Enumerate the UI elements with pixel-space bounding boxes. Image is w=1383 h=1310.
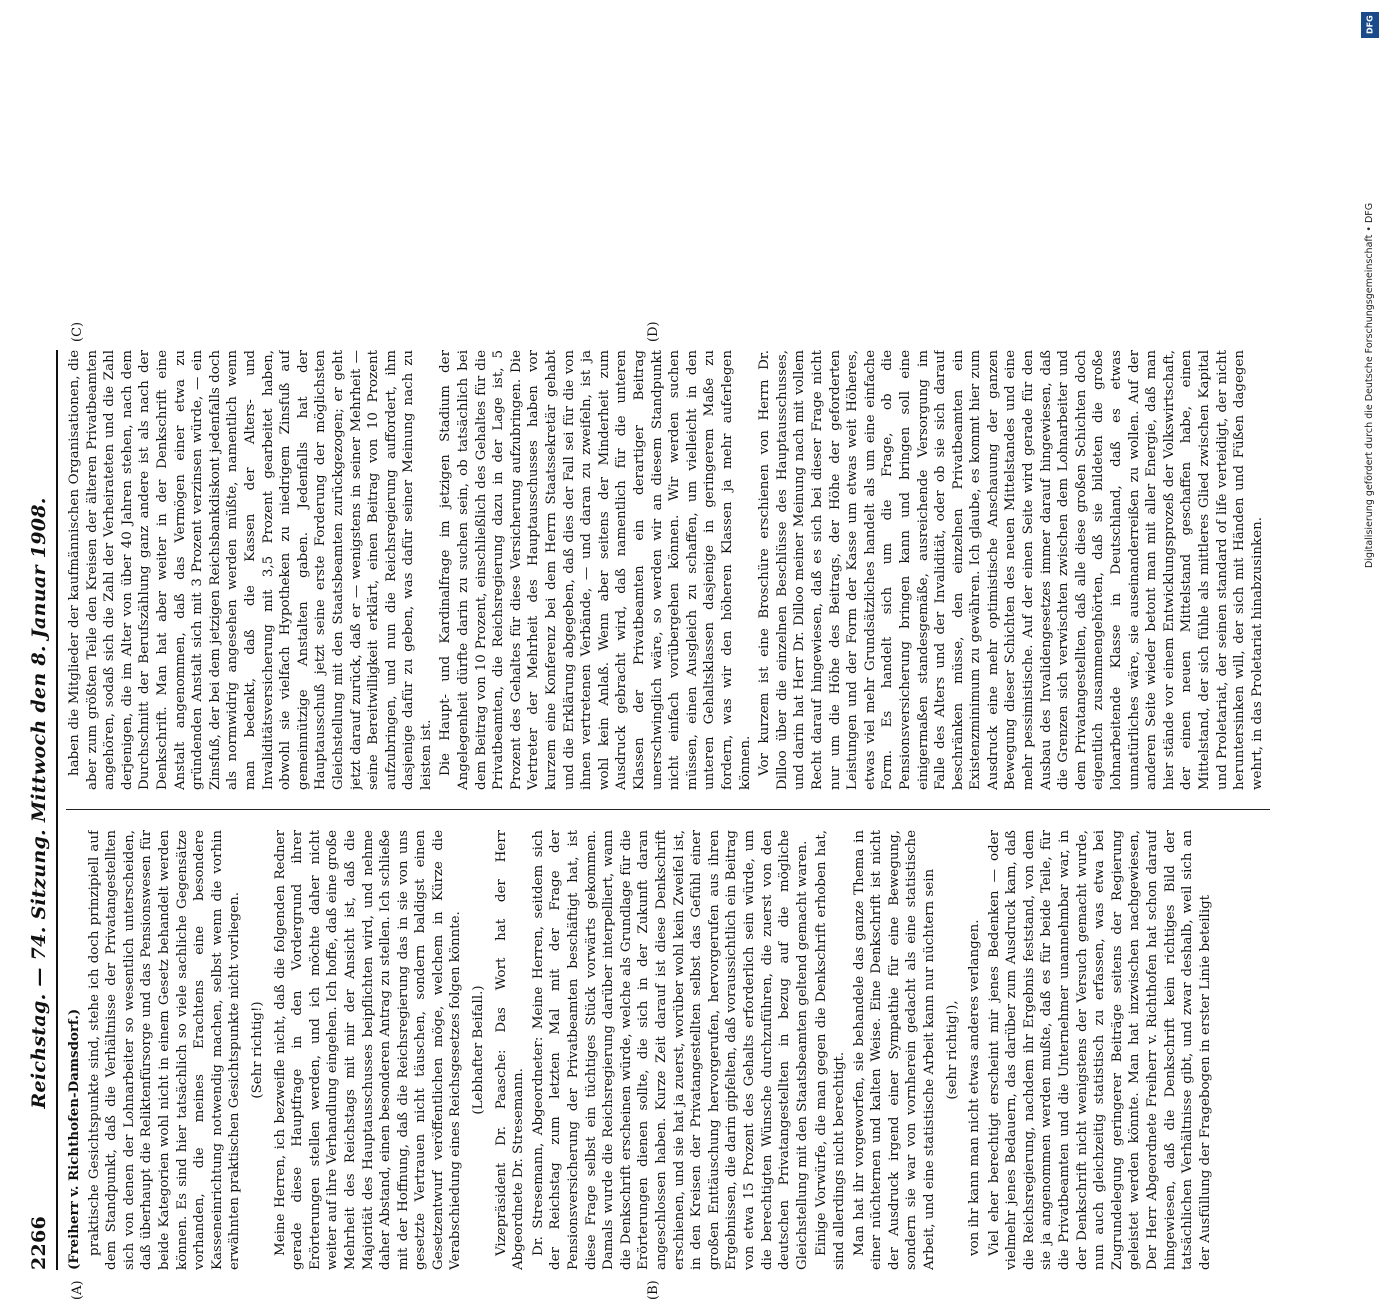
rotated-page — [0, 310, 1310, 1310]
column-divider — [66, 809, 1270, 810]
dfg-logo: DFG — [1361, 12, 1379, 38]
paragraph: Vizepräsident Dr. Paasche: Das Wort hat der Herr Abgeordnete Dr. Stresemann. — [493, 830, 527, 1270]
paragraph: von ihr kann man nicht etwas anderes verlangen. — [967, 919, 983, 1256]
paragraph: Vor kurzem ist eine Broschüre erschienen von Herrn Dr. Dilloo über die einzelnen Beschlüsse des Hauptausschusses, und darin hat Herr Dr. Dilloo meiner Meinung nach mit vollem Recht darauf hingewiesen, daß es sich bei dieser Frage nicht nur um die Höhe des Beitrags, der Höhe der geforderten Leistungen und der Form der Kasse um etwas weit Höheres, etwas viel mehr Grundsätzliches handelt als um eine einfache Form. Es handelt sich um die Frage, ob die Pensionsversicherung bringen kann und bringen soll eine einigermaßen standesgemäße, ausreichende Versorgung im Falle des Alters und der Invalidität, oder ob sie sich darauf beschränken müsse, den einzelnen Privatbeamten ein Existenzminimum zu gewähren. Ich glaube, es kommt hier zum Ausdruck eine mehr optimistische Anschauung der ganzen Bewegung dieser Schichten des neuen Mittelstandes und eine mehr pessimistische. Auf der einen Seite wird gerade für den Ausbau des Invalidengesetzes immer darauf hingewiesen, daß die Grenzen sich verwischten zwischen dem Lohnarbeiter und dem Privatangestellten, daß alle diese großen Schichten doch eigentlich zusammengehörten, daß sie bildeten die große lohnarbeitende Klasse in Deutschland, daß es etwas unnatürliches wäre, sie auseinanderreißen zu wollen. Auf der anderen Seite wieder betont man mit aller Energie, daß man hier stände vor einem Entwicklungsprozeß der Volkswirtschaft, der einen neuen Mittelstand geschaffen habe, einen Mittelstand, der sich fühle als mittleres Glied zwischen Kapital und Proletariat, der seinen standard of life verteidigt, der nicht heruntersinken will, der sich mit Händen und Füßen dagegen wehrt, in das Proletariat hinabzusinken. — [757, 350, 1265, 790]
margin-marker-c: (C) — [70, 321, 85, 342]
interjection: (sehr richtig!), — [944, 1000, 960, 1100]
left-column — [66, 830, 1270, 1270]
paragraph: Viel eher berechtigt erscheint mir jenes Bedenken — oder vielmehr jenes Bedauern, das darüber zum Ausdruck kam, daß die Reichsregierung, nachdem ihr Ergebnis feststand, von dem sie ja angenommen werden mußte, daß es für beide Teile, für die Privatbeamten und die Unternehmer unannehmbar war, in der Denkschrift nicht wenigstens der Versuch gemacht wurde, nun auch gleichzeitig statistisch zu erfassen, was etwa bei Zugrundelegung geringerer Beiträge seitens der Regierung geleistet werden könnte. Man hat inzwischen nachgewiesen, Der Herr Abgeordnete Freiherr v. Richthofen hat schon darauf hingewiesen, daß die Denkschrift kein richtiges Bild der tatsächlichen Verhältnisse gibt, und zwar deshalb, weil sich an der Ausfüllung der Fragebogen in erster Linie beteiligt — [986, 830, 1213, 1270]
margin-marker-d: (D) — [646, 321, 661, 342]
paragraph: Man hat ihr vorgeworfen, sie behandele das ganze Thema in einer nüchternen und kalten Weise. Eine Denkschrift ist nicht der Ausdruck irgend einer Sympathie für eine Bewegung, sondern sie war von vornherein gedacht als eine statistische Arbeit, und eine statistische Arbeit kann nur nüchtern sein — [851, 830, 937, 1270]
margin-marker-a: (A) — [70, 1280, 85, 1300]
paragraph: Einige Vorwürfe, die man gegen die Denkschrift erhoben hat, sind allerdings nicht berechtigt. — [814, 830, 847, 1270]
page-title: Reichstag. — 74. Sitzung. Mittwoch den 8. Januar 1908. — [28, 497, 50, 1109]
right-column — [66, 350, 1270, 790]
interjection: (Lebhafter Beifall.) — [471, 985, 487, 1115]
margin-marker-b: (B) — [646, 1280, 661, 1300]
paragraph: Meine Herren, ich bezweifle nicht, daß die folgenden Redner gerade diese Hauptfrage in den Vordergrund ihrer Erörterungen stellen werden, und ich möchte daher nicht weiter auf ihre Verhandlung eingehen. Ich hoffe, daß eine große Mehrheit des Reichstags mit mir der Ansicht ist, daß die Majorität des Hauptausschusses beipflichten wird, und nehme daher Abstand, einen besonderen Antrag zu stellen. Ich schließe mit der Hoffnung, daß die Reichsregierung das in sie von uns gesetzte Vertrauen nicht täuschen, sondern baldigst einen Gesetzentwurf veröffentlichen möge, welchem in Kürze die Verabschiedung eines Reichsgesetzes folgen könnte. — [272, 830, 464, 1270]
interjection: (Sehr richtig!) — [249, 1001, 265, 1099]
credit-text: Digitalisierung gefördert durch die Deutsche Forschungsgemeinschaft • DFG — [1364, 202, 1375, 568]
digitization-credit — [1359, 8, 1381, 998]
page-header — [22, 350, 58, 1270]
paragraph: haben die Mitglieder der kaufmännischen Organisationen, die aber zum größten Teile den Kreisen der älteren Privatbeamten angehören, sodaß sich die Zahl der Verheirateten und die Zahl derjenigen, die im Alter von über 40 Jahren stehen, nach dem Durchschnitt der Berufszählung ganz andere ist als nach der Denkschrift. Man hat aber weiter in der Denkschrift eine Anstalt angenommen, daß das Vermögen einer etwa zu gründenden Anstalt sich mit 3 Prozent verzinsen würde, — ein Zinsfuß, der bei dem jetzigen Reichsbankdiskont jedenfalls doch als normwidrig angesehen werden müßte, namentlich wenn man bedenkt, daß die Kassen der Alters- und Invaliditätsversicherung mit 3,5 Prozent gearbeitet haben, obwohl sie vielfach Hypotheken zu niedrigem Zinsfuß auf gemeinnützige Anstalten gaben. Jedenfalls hat der Hauptausschuß jetzt seine erste Forderung der möglichsten Gleichstellung mit den Staatsbeamten zurückgezogen; er geht jetzt darauf zurück, daß er — wenigstens in seiner Mehrheit — seine Bereitwilligkeit erklärt, einen Beitrag von 10 Prozent aufzubringen, und nun die Reichsregierung auffordert, ihm dasjenige dafür zu geben, was dafür seiner Meinung nach zu leisten ist. — [67, 350, 434, 790]
paragraph: Dr. Stresemann, Abgeordneter: Meine Herren, seitdem sich der Reichstag zum letzten Mal mit der Frage der Pensionsversicherung der Privatbeamten beschäftigt hat, ist diese Frage selbst ein tüchtiges Stück vorwärts gekommen. Damals wurde die Reichsregierung darüber interpelliert, wann die Denkschrift erscheinen würde, welche als Grundlage für die Erörterungen dienen sollte, die sich in der Zukunft daran angeschlossen haben. Kurze Zeit darauf ist diese Denkschrift erschienen, und sie hat ja zuerst, worüber wohl kein Zweifel ist, in den Kreisen der Privatangestellten selbst das Gefühl einer großen Enttäuschung hervorgerufen, hervorgerufen aus ihren Ergebnissen, die darin gipfelten, daß voraussichtlich ein Beitrag von etwa 15 Prozent des Gehalts erforderlich sein würde, um die berechtigten Wünsche durchzuführen, die zuerst von den deutschen Privatangestellten in bezug auf die mögliche Gleichstellung mit den Staatsbeamten geltend gemacht waren. — [530, 830, 810, 1270]
paragraph: Die Haupt- und Kardinalfrage im jetzigen Stadium der Angelegenheit dürfte darin zu suchen sein, ob tatsächlich bei dem Beitrag von 10 Prozent, einschließlich des Gehaltes für die Privatbeamten, die Reichsregierung dazu in der Lage ist, 5 Prozent des Gehaltes für diese Versicherung aufzubringen. Die Vertreter der Mehrheit des Hauptausschusses haben vor kurzem eine Konferenz bei dem Herrn Staatssekretär gehabt und die Erklärung abgegeben, daß dies der Fall sei für die von ihnen vertretenen Verbände, — und daran zu zweifeln, ist ja wohl kein Anlaß. Wenn aber seitens der Minderheit zum Ausdruck gebracht wird, daß namentlich für die unteren Klassen der Privatbeamten ein derartiger Beitrag unerschwinglich wäre, so werden wir an diesem Standpunkt nicht einfach vorübergehen können. Wir werden suchen müssen, einen Ausgleich zu schaffen, um vielleicht in den unteren Gehaltsklassen dasjenige in geringerem Maße zu fordern, was wir den höheren Klassen ja mehr auferlegen können. — [438, 350, 753, 790]
page-number: 2266 — [28, 1215, 50, 1270]
speaker-line: (Freiherr v. Richthofen-Damsdorf.) — [66, 1008, 82, 1270]
paragraph: praktische Gesichtspunkte sind, stehe ich doch prinzipiell auf dem Standpunkt, daß die Verhältnisse der Privatangestellten sich von denen der Lohnarbeiter so wesentlich unterscheiden, daß überhaupt die Reliktenfürsorge und das Pensionswesen für beide Kategorien wohl nicht in einem Gesetz behandelt werden können. Es sind hier tatsächlich so viele sachliche Gegensätze vorhanden, die meines Erachtens eine besondere Kasseneinrichtung notwendig machen, selbst wenn die vorhin erwähnten praktischen Gesichtspunkte nicht vorliegen. — [86, 830, 243, 1270]
